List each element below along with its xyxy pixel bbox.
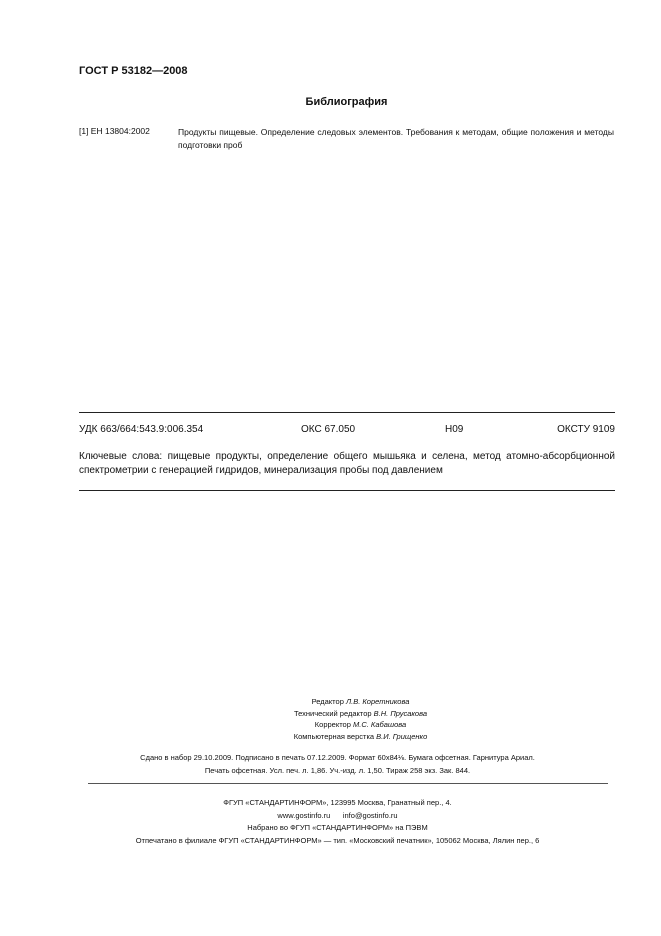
keywords-text: Ключевые слова: пищевые продукты, определение общего мышьяка и селена, метод атомно-абсорбционной спектрометрии с генерацией гидридов, минерализация пробы под давлением xyxy=(79,451,615,476)
oks-code: ОКС 67.050 xyxy=(301,424,356,435)
bibliography-heading: Библиография xyxy=(305,96,388,108)
publication-divider xyxy=(88,783,608,784)
credit-line: Компьютерная верстка В.И. Грищенко xyxy=(293,731,428,741)
document-number: ГОСТ Р 53182—2008 xyxy=(79,65,188,77)
credit-line: Корректор М.С. Кабашова xyxy=(314,720,407,729)
bibliography-ref-number: [1] ЕН 13804:2002 xyxy=(79,126,150,136)
credit-line: Технический редактор В.Н. Прусакова xyxy=(293,708,428,718)
publisher-line-1: ФГУП «СТАНДАРТИНФОРМ», 123995 Москва, Гранатный пер., 4. xyxy=(223,798,452,807)
bibliography-ref-text: Продукты пищевые. Определение следовых элементов. Требования к методам, общие положения и методы подготовки проб xyxy=(178,127,614,150)
top-divider xyxy=(79,412,615,413)
publication-info xyxy=(0,751,661,777)
credits-block xyxy=(0,696,661,742)
publisher-line-2: www.gostinfo.ru info@gostinfo.ru xyxy=(277,810,398,820)
udk-code: УДК 663/664:543.9:006.354 xyxy=(79,424,204,435)
publication-line-2: Печать офсетная. Усл. печ. л. 1,86. Уч.-изд. л. 1,50. Тираж 258 экз. Зак. 844. xyxy=(204,766,471,775)
publisher-line-3: Набрано во ФГУП «СТАНДАРТИНФОРМ» на ПЭВМ xyxy=(247,823,428,832)
credit-line: Редактор Л.В. Коретникова xyxy=(311,697,410,706)
bottom-divider xyxy=(79,490,615,491)
okstu-code: ОКСТУ 9109 xyxy=(557,424,615,435)
publication-line-1: Сдано в набор 29.10.2009. Подписано в печать 07.12.2009. Формат 60х84⅛. Бумага офсетная. Гарнитура Ариал. xyxy=(140,753,535,762)
group-code: Н09 xyxy=(445,424,464,435)
publisher-line-4: Отпечатано в филиале ФГУП «СТАНДАРТИНФОРМ» — тип. «Московский печатник», 105062 Москва, Лялин пер., 6 xyxy=(135,835,540,845)
publisher-info xyxy=(0,797,661,847)
